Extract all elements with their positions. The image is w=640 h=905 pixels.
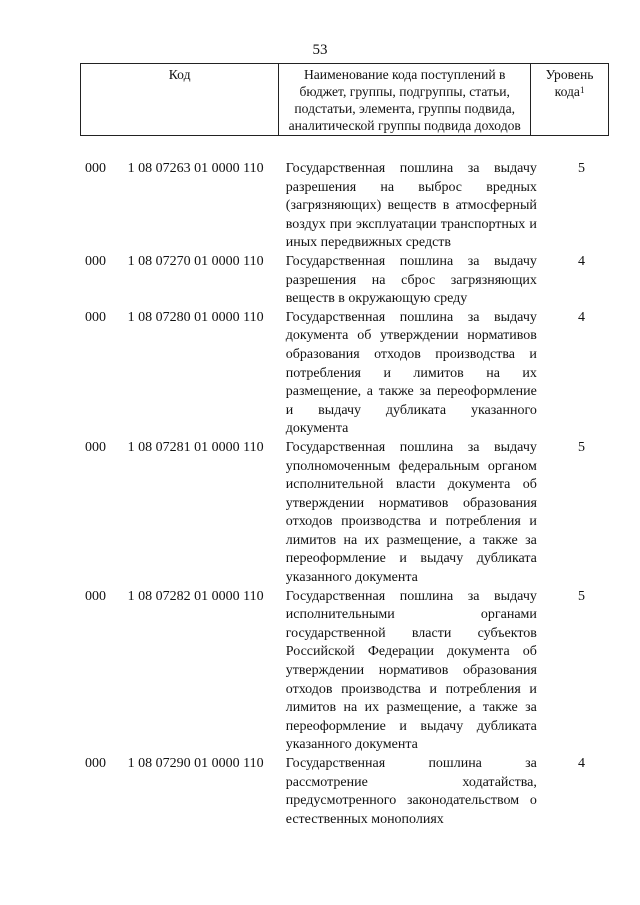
- row-code: 1 08 07263 01 0000 110: [127, 161, 264, 176]
- row-code: 1 08 07270 01 0000 110: [127, 253, 264, 269]
- table-row: [80, 588, 620, 755]
- row-group-code: 000: [85, 439, 106, 455]
- row-name: Государственная пошлина за выдачу уполномоченным федеральным органом исполнительной власти документа об утверждении нормативов образования отходов производства и потребления и лимитов на их размещение, а также за переоформление и выдачу дубликата указанного документа: [285, 439, 537, 586]
- row-code: 1 08 07280 01 0000 110: [127, 309, 264, 325]
- row-group-code: 000: [85, 588, 106, 604]
- header-level-label: Уровень кода: [545, 67, 594, 99]
- table-row: [80, 755, 620, 829]
- header-code: Код: [81, 64, 279, 136]
- row-group-code: 000: [85, 253, 106, 269]
- page-number: 53: [312, 42, 328, 58]
- row-level: 5: [577, 161, 585, 176]
- row-name: Государственная пошлина за выдачу исполнительными органами государственной власти субъектов Российской Федерации документа об утверждении нормативов образования отходов производства и потребления и лимитов на их размещение, а также за переоформление и выдачу дубликата указанного документа: [285, 588, 537, 753]
- row-code: 1 08 07290 01 0000 110: [127, 756, 264, 771]
- row-level: 5: [577, 439, 585, 455]
- row-group-code: 000: [85, 756, 106, 771]
- table-header: [80, 63, 609, 136]
- row-level: 4: [577, 253, 585, 269]
- row-level: 4: [577, 756, 585, 771]
- table-row: [80, 253, 620, 309]
- row-level: 4: [577, 309, 585, 325]
- table-row: [80, 160, 620, 253]
- row-name: Государственная пошлина за выдачу документа об утверждении нормативов образования отходов производства и потребления и лимитов на их размещение, а также за переоформление и выдачу дубликата указанного документа: [285, 309, 537, 437]
- header-level: [531, 64, 609, 136]
- row-code: 1 08 07282 01 0000 110: [127, 588, 264, 604]
- row-level: 5: [577, 588, 585, 604]
- row-group-code: 000: [85, 309, 106, 325]
- table-row: [80, 439, 620, 588]
- header-name: Наименование кода поступлений в бюджет, группы, подгруппы, статьи, подстатьи, элемента, группы подвида, аналитической группы подвида доходов: [279, 64, 531, 136]
- row-name: Государственная пошлина за рассмотрение ходатайства, предусмотренного законодательством о естественных монополиях: [285, 756, 537, 827]
- row-code: 1 08 07281 01 0000 110: [127, 439, 264, 455]
- row-name: Государственная пошлина за выдачу разрешения на сброс загрязняющих веществ в окружающую среду: [285, 253, 537, 307]
- table-body: [80, 160, 620, 829]
- footnote-marker: 1: [579, 85, 585, 95]
- row-name: Государственная пошлина за выдачу разрешения на выброс вредных (загрязняющих) веществ в атмосферный воздух при эксплуатации транспортных и иных передвижных средств: [285, 161, 537, 251]
- table-row: [80, 309, 620, 439]
- row-group-code: 000: [85, 161, 106, 176]
